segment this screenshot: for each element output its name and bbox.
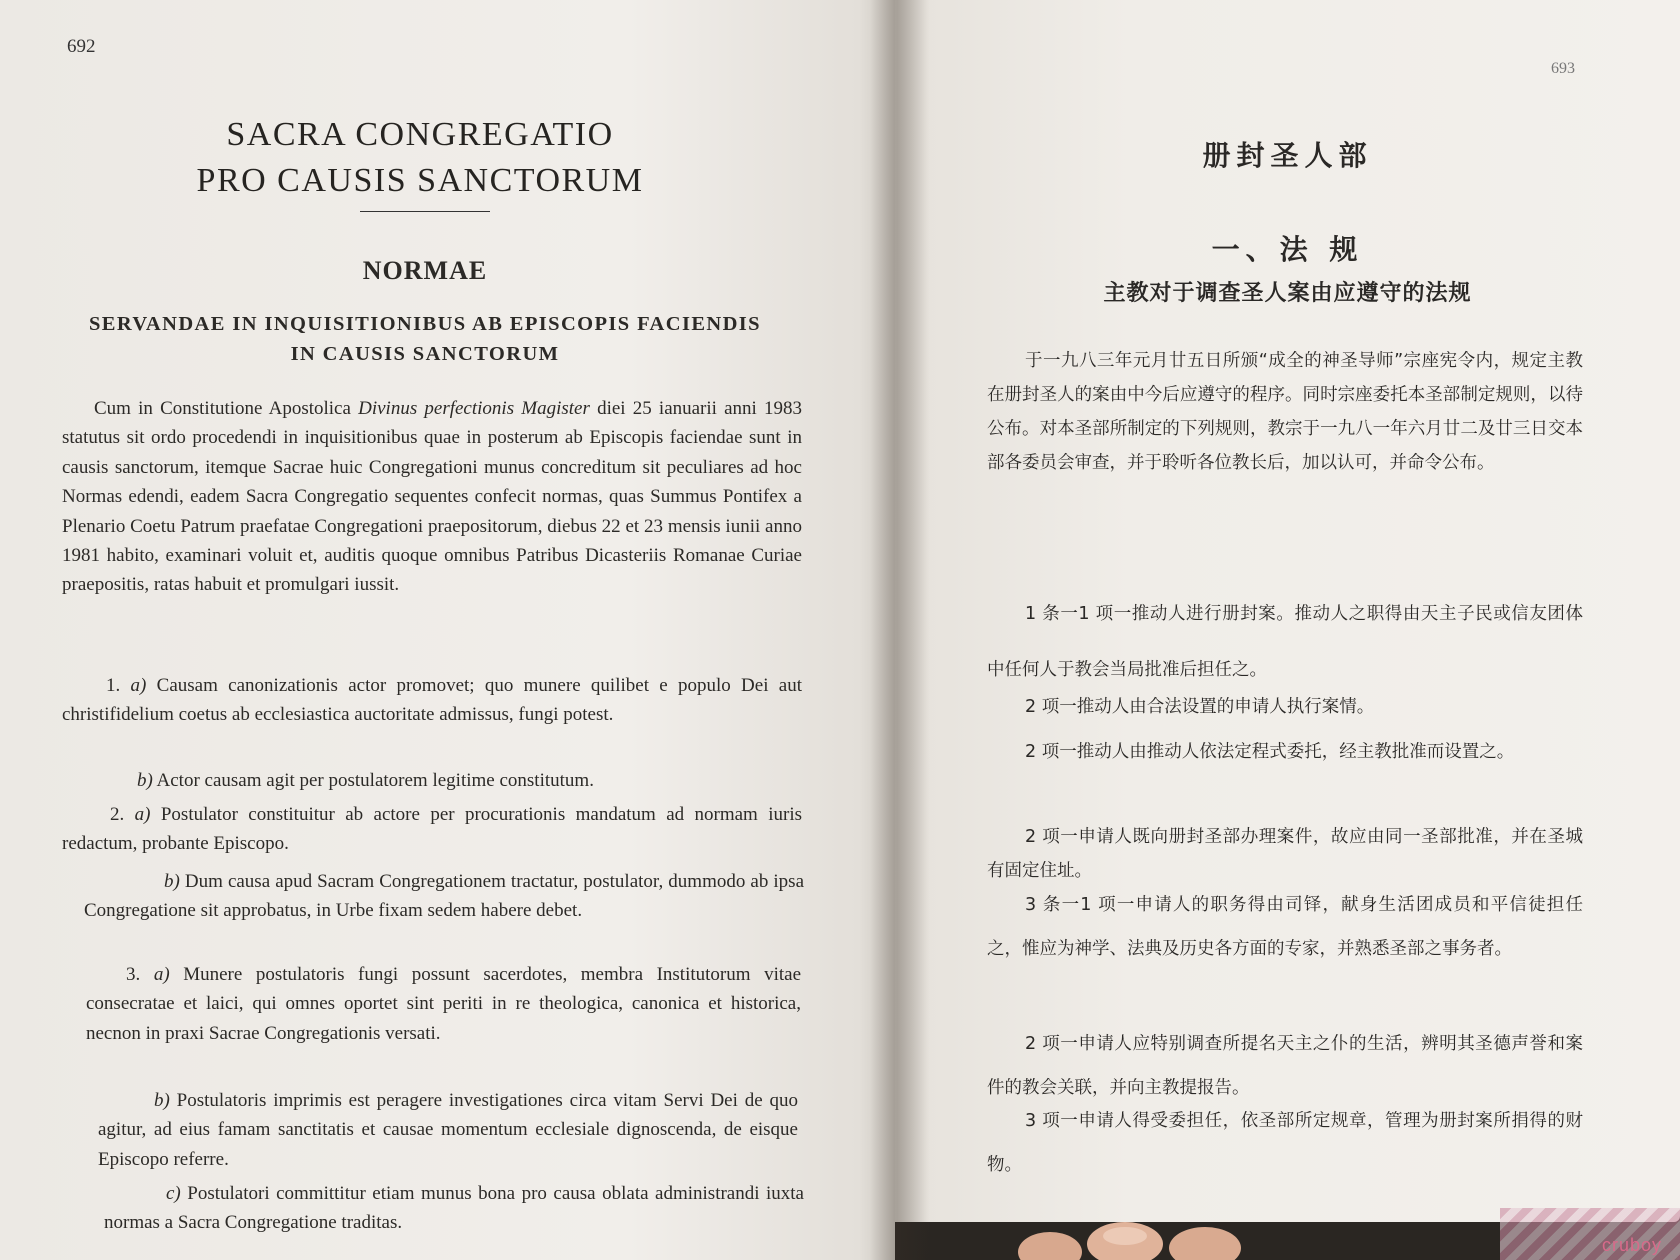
watermark-text: cruboy [1601, 1235, 1662, 1255]
subheading-line-2: IN CAUSIS SANCTORUM [290, 343, 560, 365]
article-paragraph: 2 项一申请人应特别调查所提名天主之仆的生活，辨明其圣德声誉和案件的教会关联，并向主教提报告。 [987, 1034, 1583, 1098]
article-paragraph: 1. a) Causam canonizationis actor promovet; quo munere quilibet e populo Dei aut christifidelium coetus ab ecclesiastica auctoritate admissus, fungi potest. [62, 675, 802, 726]
article-paragraph: 3 项一申请人得受委担任，依圣部所定规章，管理为册封案所捐得的财物。 [987, 1111, 1583, 1175]
article-paragraph: 2 项一申请人既向册封圣部办理案件，故应由同一圣部批准，并在圣城有固定住址。 [987, 827, 1583, 881]
article-paragraph: 3 条一1 项一申请人的职务得由司铎，献身生活团成员和平信徒担任之，惟应为神学、法典及历史各方面的专家，并熟悉圣部之事务者。 [987, 895, 1583, 959]
department-title: 册封圣人部 [1202, 139, 1373, 172]
right-page [895, 0, 1680, 1222]
article-paragraph: 2 项一推动人由推动人依法定程式委托，经主教批准而设置之。 [1025, 742, 1515, 762]
article-paragraph: b) Postulatoris imprimis est peragere investigationes circa vitam Servi Dei de quo agitur, ad eius famam sanctitatis et causae momentum ecclesiale dignoscenda, de eisque Episcopo referre. [98, 1090, 798, 1170]
article-paragraph: 1 条一1 项一推动人进行册封案。推动人之职得由天主子民或信友团体中任何人于教会当局批准后担任之。 [987, 604, 1583, 680]
intro-paragraph: 于一九八三年元月廿五日所颁“成全的神圣导师”宗座宪令内，规定主教在册封圣人的案由中今后应遵守的程序。同时宗座委托本圣部制定规则，以待公布。对本圣部所制定的下列规则，教宗于一九八一年六月廿二及廿三日交本部各委员会审查，并于聆听各位教长后，加以认可，并命令公布。 [987, 351, 1583, 473]
fingertips-image [1010, 1222, 1270, 1260]
page-number: 692 [67, 36, 96, 57]
title-line-2: PRO CAUSIS SANCTORUM [196, 162, 644, 199]
regulation-heading: 主教对于调查圣人案由应遵守的法规 [1103, 281, 1472, 306]
article-paragraph: 3. a) Munere postulatoris fungi possunt sacerdotes, membra Institutorum vitae consecratae et laici, qui omnes oportet sint periti in re theologica, canonica et historica, necnon in praxi Sacrae Congregationis versati. [86, 964, 802, 1044]
subheading-line-1: SERVANDAE IN INQUISITIONIBUS AB EPISCOPIS FACIENDIS [89, 313, 761, 335]
section-title: 一、法 规 [1211, 233, 1364, 266]
article-paragraph: c) Postulatori committitur etiam munus bona pro causa oblata administrandi iuxta normas a Sacra Congregatione traditas. [104, 1183, 804, 1234]
article-paragraph: b) Actor causam agit per postulatorem legitime constitutum. [137, 770, 594, 791]
article-paragraph: b) Dum causa apud Sacram Congregationem tractatur, postulator, dummodo ab ipsa Congregatione sit approbatus, in Urbe fixam sedem habere debet. [84, 871, 804, 922]
page-number: 693 [1551, 60, 1575, 77]
article-paragraph: 2. a) Postulator constituitur ab actore per procurationis mandatum ad normam iuris redactum, probante Episcopo. [62, 804, 802, 855]
title-divider [360, 211, 490, 212]
article-paragraph: 2 项一推动人由合法设置的申请人执行案情。 [1025, 697, 1375, 717]
title-line-1: SACRA CONGREGATIO [226, 116, 614, 153]
section-heading: NORMAE [362, 256, 488, 285]
intro-paragraph: Cum in Constitutione Apostolica Divinus perfectionis Magister diei 25 ianuarii anni 1983 statutus sit ordo procedendi in inquisitionibus quae in posterum ab Episcopis faciendae sunt in causis sanctorum, itemque Sacrae huic Congregationi munus concreditum sit peculiares ad hoc Normas edendi, eadem Sacra Congregatio sequentes confecit normas, quas Summus Pontifex a Plenario Coetu Patrum praefatae Congregationi praepositorum, diebus 22 et 23 mensis iunii anno 1981 habito, examinari voluit et, auditis quoque omnibus Patribus Dicasteriis Romanae Curiae praepositis, ratas habuit et promulgari iussit. [62, 398, 803, 596]
